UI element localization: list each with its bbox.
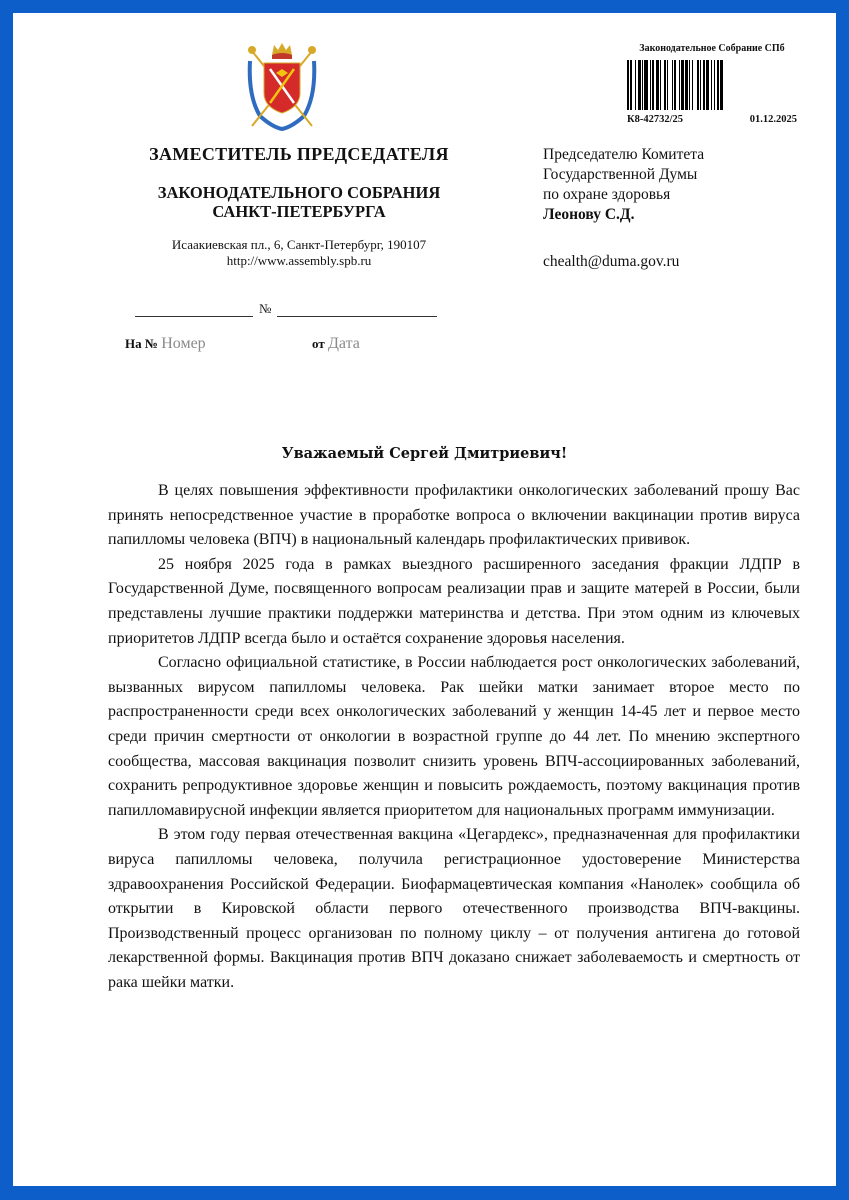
sender-contacts xyxy=(113,237,485,269)
recipient-block xyxy=(543,145,704,225)
registration-barcode-stamp xyxy=(617,43,807,125)
number-sign: № xyxy=(259,301,272,316)
ref-label: На № xyxy=(125,336,158,351)
recipient-email[interactable]: chealth@duma.gov.ru xyxy=(543,253,680,270)
letter-page xyxy=(13,13,836,1186)
reference-number xyxy=(125,335,206,353)
sender-organization xyxy=(113,183,485,221)
coat-of-arms-emblem xyxy=(246,41,318,131)
org-line-1: ЗАКОНОДАТЕЛЬНОГО СОБРАНИЯ xyxy=(157,183,441,202)
outgoing-registration-line xyxy=(135,301,437,317)
letter-body xyxy=(108,479,800,995)
barcode-title: Законодательное Собрание СПб xyxy=(639,43,785,54)
recipient-line-2: Государственной Думы xyxy=(543,166,698,183)
ref-date-placeholder[interactable]: Дата xyxy=(327,335,360,352)
barcode-image xyxy=(627,60,797,110)
sender-website[interactable]: http://www.assembly.spb.ru xyxy=(226,253,372,268)
barcode-bar xyxy=(723,60,725,110)
recipient-line-3: по охране здоровья xyxy=(543,186,671,203)
recipient-name: Леонову С.Д. xyxy=(543,206,635,223)
paragraph: В целях повышения эффективности профилактики онкологических заболеваний прошу Вас принять непосредственное участие в проработке вопроса о включении вакцинации против вируса папилломы человека (ВПЧ) в национальный календарь профилактических прививок. xyxy=(108,482,800,549)
org-line-2: САНКТ-ПЕТЕРБУРГА xyxy=(212,202,386,221)
date-label: от xyxy=(312,336,325,351)
barcode-reg-number: К8-42732/25 xyxy=(627,114,684,125)
outgoing-date-blank xyxy=(135,304,253,317)
recipient-line-1: Председателю Комитета xyxy=(543,146,705,163)
barcode-date: 01.12.2025 xyxy=(749,114,797,125)
greeting: Уважаемый Сергей Дмитриевич! xyxy=(281,445,568,462)
outgoing-number-blank xyxy=(277,304,437,317)
sender-title: ЗАМЕСТИТЕЛЬ ПРЕДСЕДАТЕЛЯ xyxy=(149,144,449,164)
paragraph: Согласно официальной статистике, в России наблюдается рост онкологических заболеваний, вызванных вирусом папилломы человека. Рак шейки матки занимает второе место по распространенности среди всех онкологических заболеваний у женщин 14-45 лет и первое место среди причин смертности от онкологии в возрастной группе до 44 лет. По мнению экспертного сообщества, массовая вакцинация позволит снизить уровень ВПЧ-ассоциированных заболеваний, сохранить репродуктивное здоровье женщин и повысить рождаемость, поэтому вакцинация против папилломавирусной инфекции является приоритетом для национальных программ иммунизации. xyxy=(108,654,800,819)
reference-date xyxy=(312,335,360,353)
paragraph: В этом году первая отечественная вакцина «Цегардекс», предназначенная для профилактики вируса папилломы человека, получила регистрационное удостоверение Министерства здравоохранения Российской Федерации. Биофармацевтическая компания «Нанолек» сообщила об открытии в Кировской области первого отечественного производства ВПЧ-вакцины. Производственный процесс организован по полному циклу – от получения антигена до готовой лекарственной формы. Вакцинация против ВПЧ доказано снижает заболеваемость и смертность от рака шейки матки. xyxy=(108,826,800,991)
ref-number-placeholder[interactable]: Номер xyxy=(161,335,206,352)
paragraph: 25 ноября 2025 года в рамках выездного расширенного заседания фракции ЛДПР в Государственной Думе, посвященного вопросам реализации прав и защите матерей в России, были представлены лучшие практики поддержки материнства и детства. При этом одним из ключевых приоритетов ЛДПР всегда было и остаётся сохранение здоровья населения. xyxy=(108,555,800,647)
sender-address: Исаакиевская пл., 6, Санкт-Петербург, 190107 xyxy=(171,237,427,252)
